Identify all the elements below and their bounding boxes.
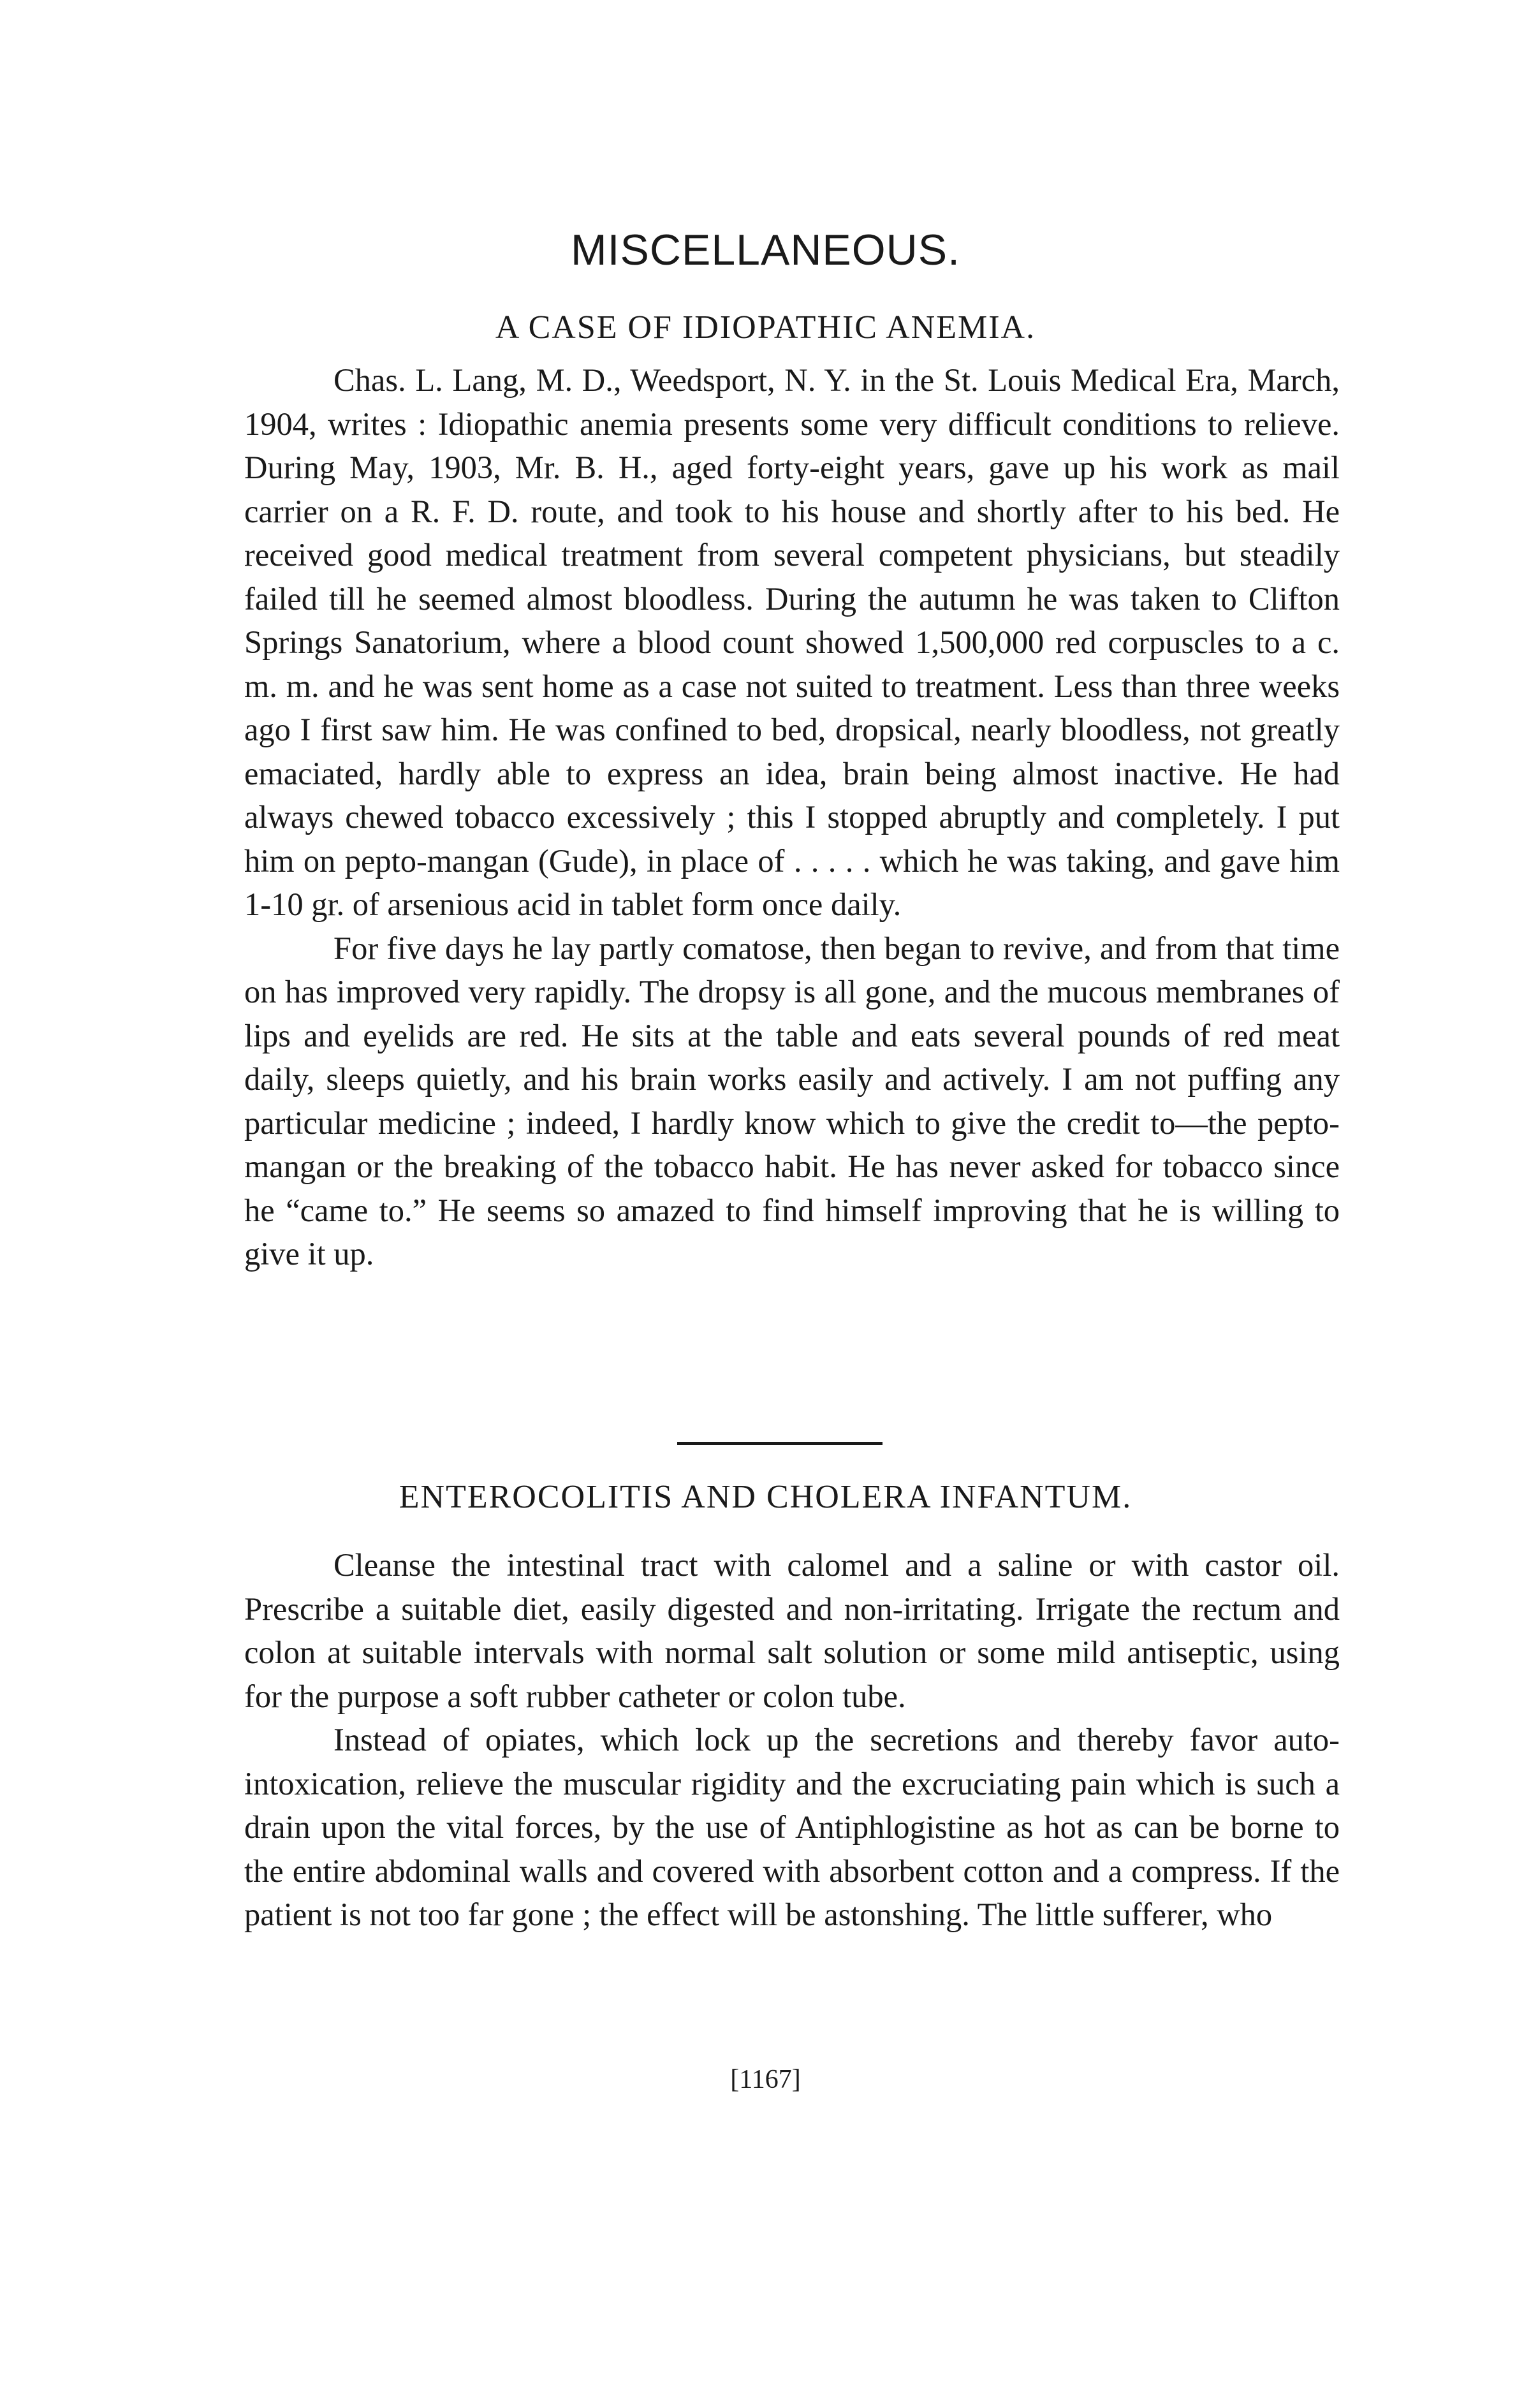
article1-paragraph-1: Chas. L. Lang, M. D., Weedsport, N. Y. in the St. Louis Medical Era, March, 1904, writes : Idiopathic anemia presents some very difficult conditions to relieve. During May, 1903, Mr. B. H., aged forty-eight years, gave up his work as mail carrier on a R. F. D. route, and took to his house and shortly after to his bed. He received good medical treatment from several competent physicians, but steadily failed till he seemed almost bloodless. During the autumn he was taken to Clifton Springs Sanatorium, where a blood count showed 1,500,000 red corpuscles to a c. m. m. and he was sent home as a case not suited to treatment. Less than three weeks ago I first saw him. He was confined to bed, dropsical, nearly bloodless, not greatly emaciated, hardly able to express an idea, brain being almost inactive. He had always chewed tobacco excessively ; this I stopped abruptly and completely. I put him on pepto-mangan (Gude), in place of . . . . . which he was taking, and gave him 1-10 gr. of arsenious acid in tablet form once daily. — [244, 362, 1340, 922]
section-divider — [677, 1442, 883, 1445]
article-body-idiopathic-anemia — [244, 358, 1340, 1276]
page-number: [1167] — [730, 2065, 801, 2094]
article-body-enterocolitis — [244, 1543, 1340, 1937]
section-title: MISCELLANEOUS. — [570, 226, 961, 274]
article2-paragraph-2: Instead of opiates, which lock up the secretions and thereby favor auto-intoxication, relieve the muscular rigidity and the excruciating pain which is such a drain upon the vital forces, by the use of Antiphlogistine as hot as can be borne to the entire abdominal walls and covered with absorbent cotton and a compress. If the patient is not too far gone ; the effect will be astonshing. The little sufferer, who — [244, 1722, 1340, 1932]
article2-paragraph-1: Cleanse the intestinal tract with calomel and a saline or with castor oil. Prescribe a suitable diet, easily digested and non-irritating. Irrigate the rectum and colon at suitable intervals with normal salt solution or some mild antiseptic, using for the purpose a soft rubber catheter or colon tube. — [244, 1547, 1340, 1714]
article1-paragraph-2: For five days he lay partly comatose, then began to revive, and from that time on has improved very rapidly. The dropsy is all gone, and the mucous membranes of lips and eyelids are red. He sits at the table and eats several pounds of red meat daily, sleeps quietly, and his brain works easily and actively. I am not puffing any particular medicine ; indeed, I hardly know which to give the credit to—the pepto-mangan or the breaking of the tobacco habit. He has never asked for tobacco since he “came to.” He seems so amazed to find himself improving that he is willing to give it up. — [244, 930, 1340, 1272]
article-title-idiopathic-anemia: A CASE OF IDIOPATHIC ANEMIA. — [495, 309, 1036, 346]
article-title-enterocolitis: ENTEROCOLITIS AND CHOLERA INFANTUM. — [399, 1479, 1132, 1515]
